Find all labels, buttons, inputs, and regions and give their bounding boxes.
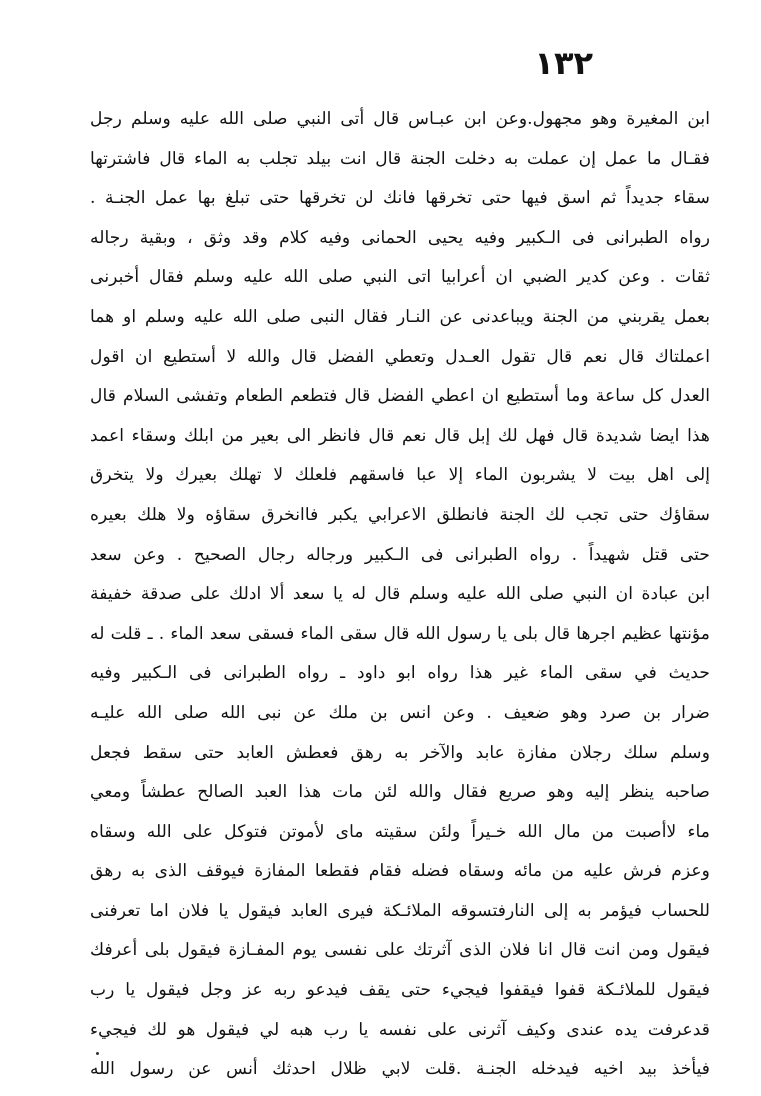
text-line: رواه الطبرانى فى الـكبير وفيه يحيى الحمانى وفيه كلام وقد وثق ، وبقية رجاله bbox=[90, 227, 710, 248]
text-line: فيقول للملائـكة قفوا فيقفوا فيجيء حتى يقف فيدعو ربه عز وجل فيقول يا رب bbox=[90, 980, 710, 1001]
text-line: فقـال ما عمل إن عملت به دخلت الجنة قال انت بيلد تجلب به الماء قال فاشترتها bbox=[90, 148, 710, 169]
text-line: حتى قتل شهيداً . رواه الطبرانى فى الـكبير ورجاله رجال الصحيح . وعن سعد bbox=[90, 544, 710, 565]
text-line: ضرار بن صرد وهو ضعيف . وعن انس بن ملك عن نبى الله صلى الله عليـه bbox=[90, 702, 710, 723]
body-text bbox=[90, 100, 710, 1090]
text-line: وعزم فرش عليه من مائه وسقاه فضله فقام فقطعا المفازة فيوقف الذى به رهق bbox=[90, 861, 710, 882]
text-line: سقاء جديداً ثم اسق فيها حتى تخرقها فانك لن تخرقها حتى تبلغ بها عمل الجنـة . bbox=[90, 188, 710, 209]
page-number: ١٣٢ bbox=[534, 44, 593, 82]
text-line: صاحبه ينظر إليه وهو صريع فقال والله لئن مات هذا العبد الصالح عطشاً ومعي bbox=[90, 782, 710, 803]
text-line: ماء لاأصبت من مال الله خـيراً ولئن سقيته ماى لأموتن فتوكل على الله وسقاه bbox=[90, 821, 710, 842]
text-line: حديث في سقى الماء غير هذا رواه ابو داود ـ رواه الطبرانى فى الـكبير وفيه bbox=[90, 663, 710, 684]
text-line: هذا ايضا شديدة قال فهل لك إبل قال نعم قال فانظر الى بعير من ابلك وسقاء اعمد bbox=[90, 425, 710, 446]
text-line: قدعرفت يده عندى وكيف آثرنى على نفسه يا رب هبه لي فيقول هو لك فيجيء bbox=[90, 1019, 710, 1040]
text-line: اعملتاك قال نعم قال تقول العـدل وتعطي الفضل قال والله لا أستطيع ان اقول bbox=[90, 346, 710, 367]
text-line: سقاؤك حتى تجب لك الجنة فانطلق الاعرابي يكبر فاانخرق سقاؤه ولا هلك بعيره bbox=[90, 504, 710, 525]
text-line: مؤنتها عظيم اجرها قال بلى يا رسول الله قال سقى الماء فسقى سعد الماء . ـ قلت له bbox=[90, 623, 710, 644]
text-line: وسلم سلك رجلان مفازة عابد والآخر به رهق فعطش العابد حتى سقط فجعل bbox=[90, 742, 710, 763]
text-line: ثقات . وعن كدير الضبي ان أعرابيا اتى النبي صلى الله عليه وسلم فقال أخبرنى bbox=[90, 267, 710, 288]
text-line: للحساب فيؤمر به إلى النارفتسوقه الملائـكة فيرى العابد فيقول يا فلان اما تعرفنى bbox=[90, 900, 710, 921]
text-line: إلى اهل بيت لا يشربون الماء إلا عبا فاسقهم فلعلك لا تهلك بعيرك ولا يتخرق bbox=[90, 465, 710, 486]
text-line: بعمل يقربني من الجنة ويباعدنى عن النـار فقال النبى صلى الله عليه وسلم او هما bbox=[90, 306, 710, 327]
text-line: فيقول ومن انت قال انا فلان الذى آثرتك على نفسى يوم المفـازة فيقول بلى أعرفك bbox=[90, 940, 710, 961]
text-line: ابن المغيرة وهو مجهول.وعن ابن عبـاس قال أتى النبي صلى الله عليه وسلم رجل bbox=[90, 109, 710, 129]
text-line: العدل كل ساعة وما أستطيع ان اعطي الفضل قال فتطعم الطعام وتفشى السلام قال bbox=[90, 386, 710, 407]
text-line: ابن عبادة ان النبي صلى الله عليه وسلم قال له يا سعد ألا ادلك على صدقة خفيفة bbox=[90, 584, 710, 605]
text-line: فيأخذ بيد اخيه فيدخله الجنـة .قلت لابي ظلال احدثك أنس عن رسول الله bbox=[90, 1059, 710, 1080]
ink-speck bbox=[96, 1052, 99, 1055]
